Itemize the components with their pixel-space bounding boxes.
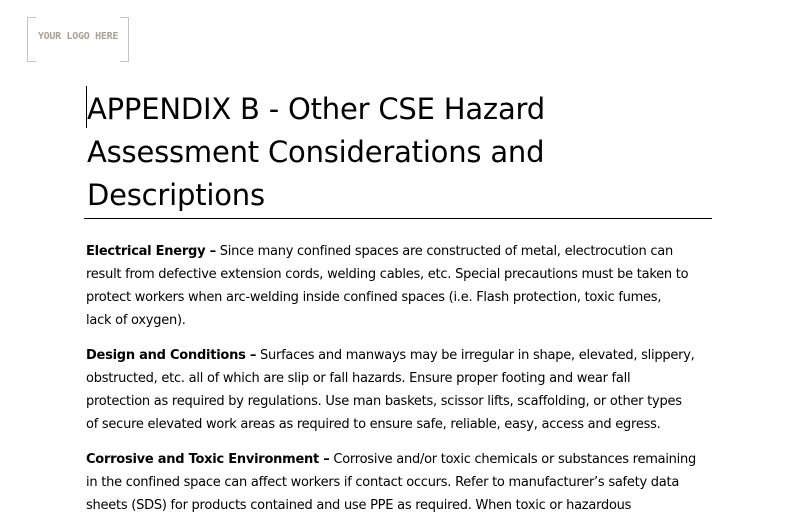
paragraph-line: lack of oxygen). — [86, 313, 186, 328]
paragraph-design-and-conditions[interactable] — [86, 344, 716, 436]
page-heading[interactable] — [87, 88, 647, 217]
logo-text: YOUR LOGO HERE — [37, 31, 119, 42]
document-body[interactable] — [86, 240, 716, 516]
paragraph-line: obstructed, etc. all of which are slip or fall hazards. Ensure proper footing and wear fall — [86, 371, 631, 386]
paragraph-corrosive-toxic-environment[interactable] — [86, 448, 716, 516]
heading-divider — [84, 218, 712, 219]
paragraph-line: Since many confined spaces are constructed of metal, electrocution can — [215, 244, 673, 259]
paragraph-line: Surfaces and manways may be irregular in shape, elevated, slippery, — [256, 348, 695, 363]
heading-line: APPENDIX B - Other CSE Hazard — [87, 92, 545, 126]
paragraph-line: protection as required by regulations. Use man baskets, scissor lifts, scaffolding, or other types — [86, 394, 682, 409]
paragraph-term: Electrical Energy – — [86, 244, 216, 259]
paragraph-line: Corrosive and/or toxic chemicals or substances remaining — [329, 452, 697, 467]
logo-placeholder — [27, 17, 129, 62]
paragraph-line: result from defective extension cords, welding cables, etc. Special precautions must be taken to — [86, 267, 689, 282]
paragraph-electrical-energy[interactable] — [86, 240, 716, 332]
paragraph-term: Design and Conditions – — [86, 348, 257, 363]
paragraph-line: in the confined space can affect workers if contact occurs. Refer to manufacturer’s safety data — [86, 475, 680, 490]
paragraph-line: of secure elevated work areas as required to ensure safe, reliable, easy, access and egress. — [86, 417, 661, 432]
paragraph-term: Corrosive and Toxic Environment – — [86, 452, 330, 467]
heading-line: Descriptions — [87, 178, 265, 212]
heading-line: Assessment Considerations and — [87, 135, 545, 169]
paragraph-line: sheets (SDS) for products contained and use PPE as required. When toxic or hazardous — [86, 498, 632, 513]
paragraph-line: protect workers when arc-welding inside confined spaces (i.e. Flash protection, toxic fumes, — [86, 290, 662, 305]
